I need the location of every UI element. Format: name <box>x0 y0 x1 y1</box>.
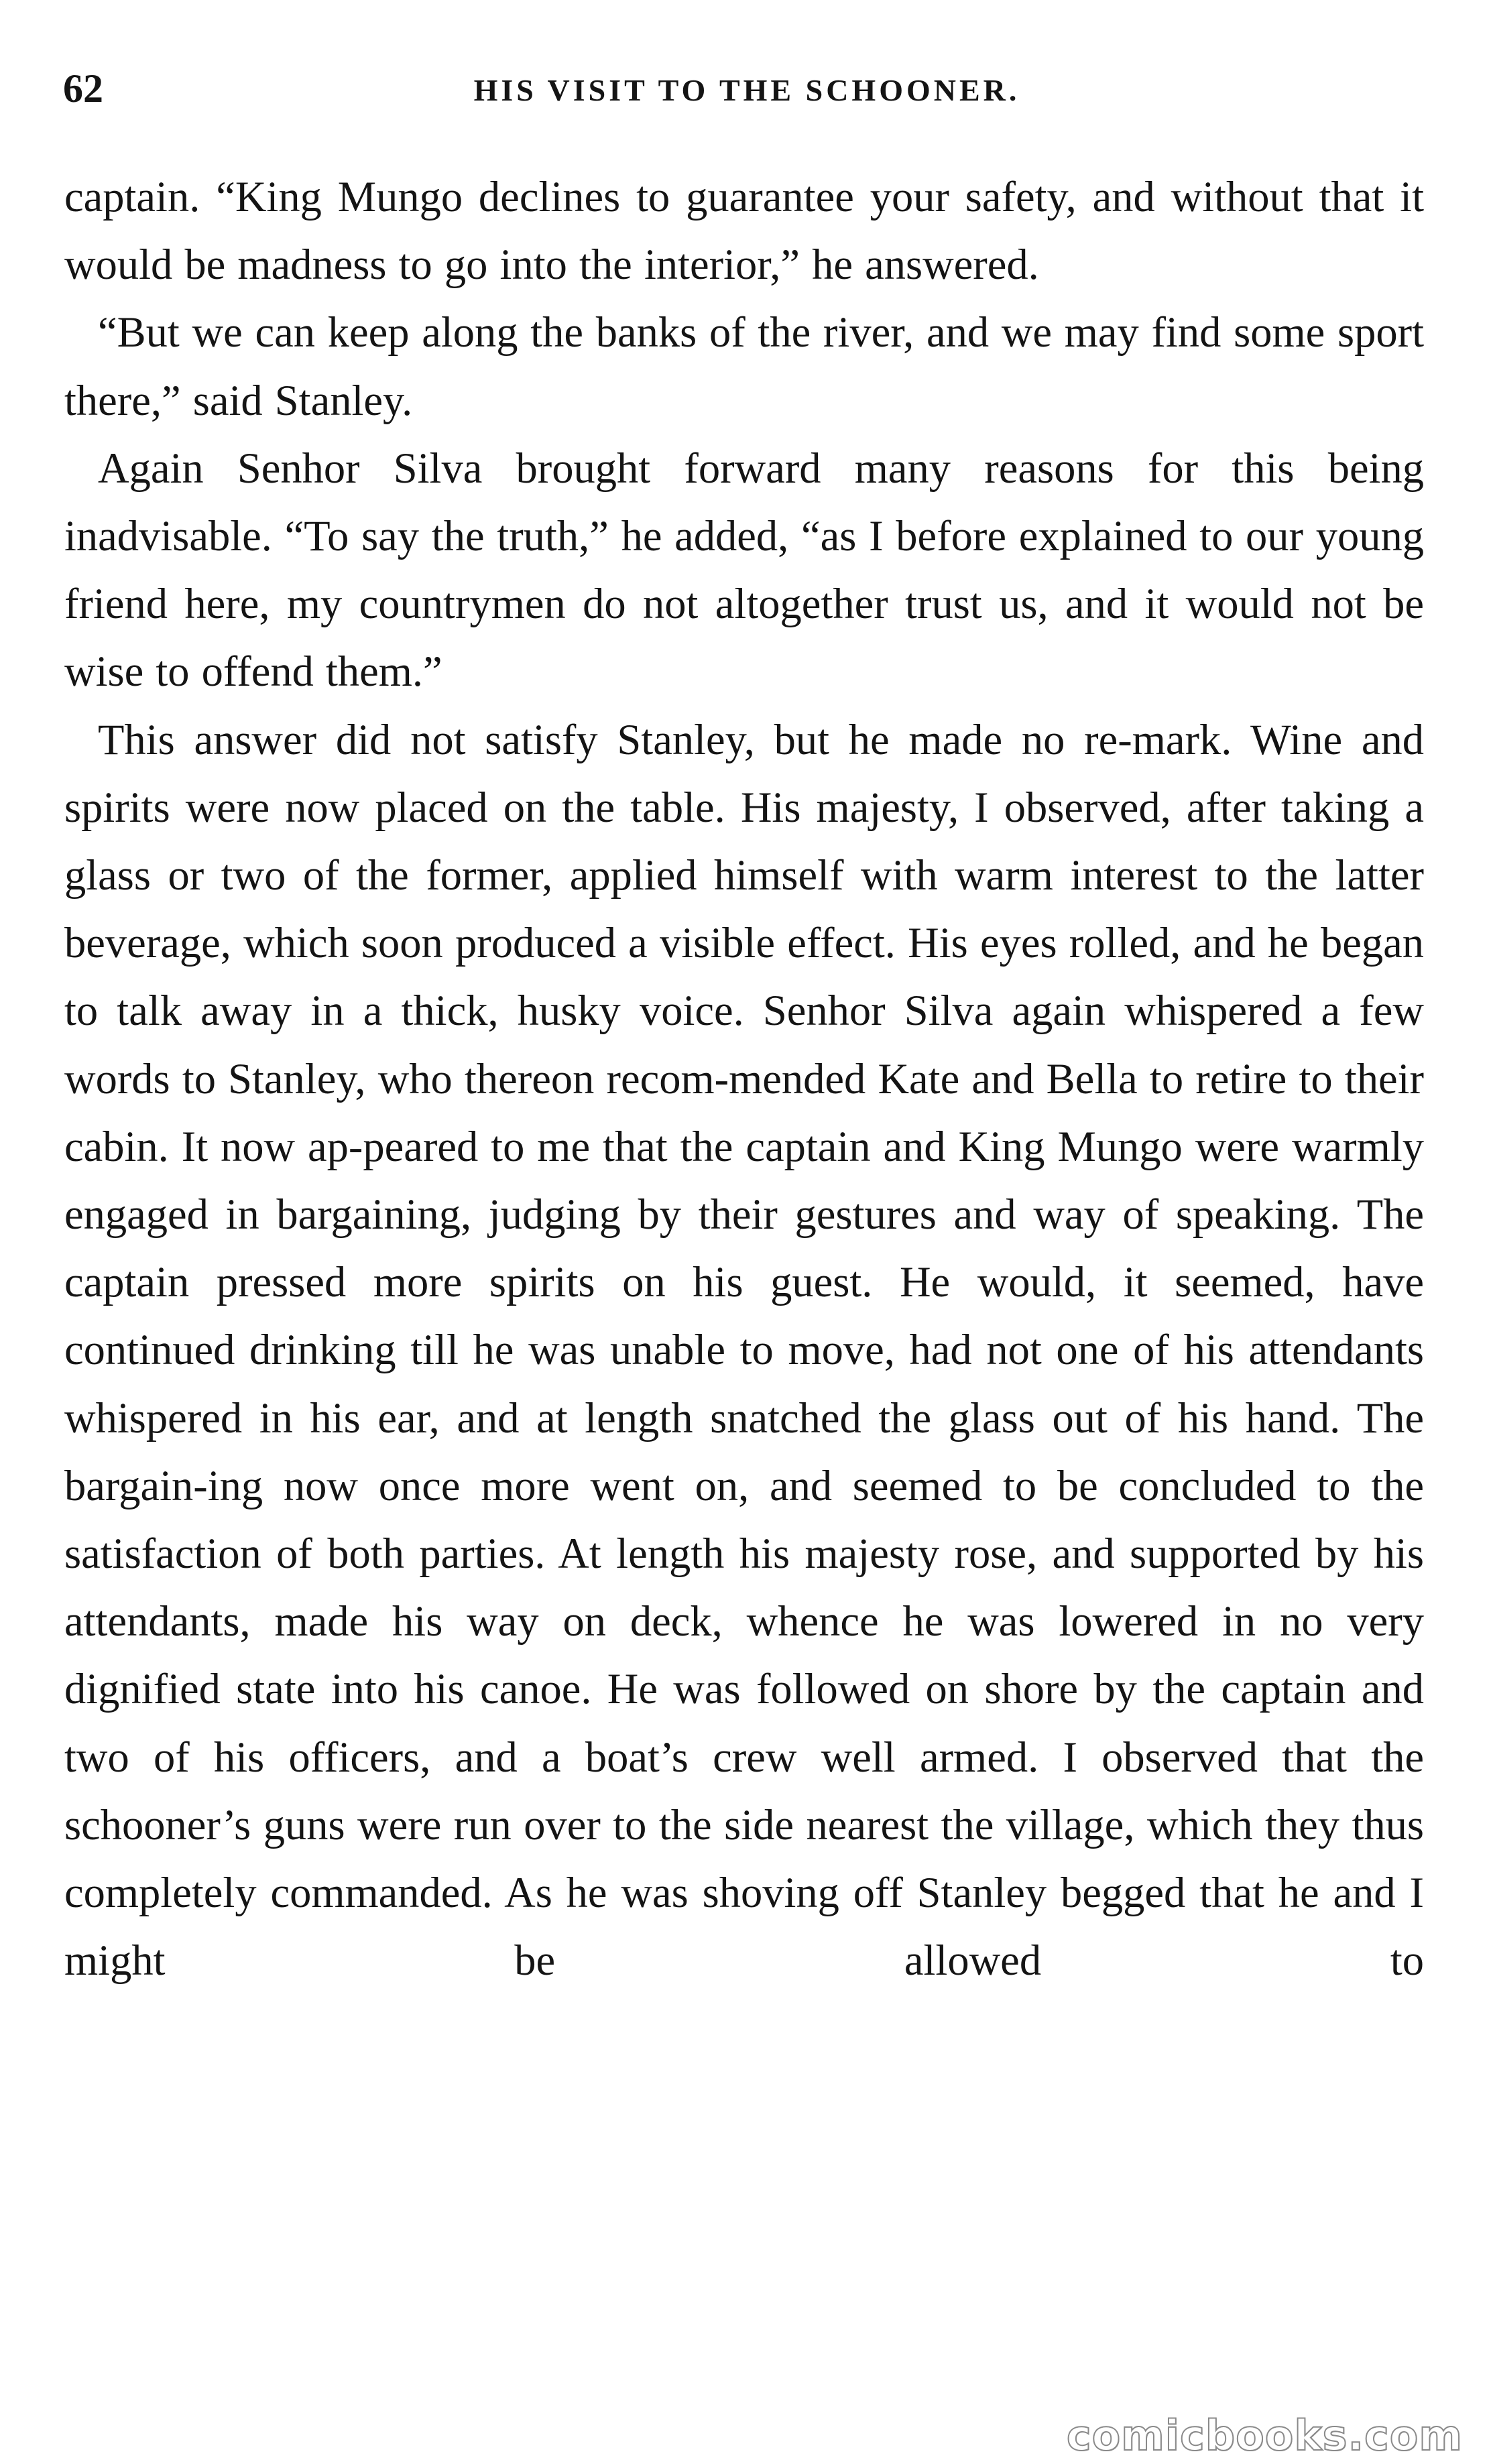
paragraph-4: This answer did not satisfy Stanley, but he made no re-mark. Wine and spirits were now placed on the table. His majesty, I observed, after taking a glass or two of the former, applied himself with warm interest to the latter beverage, which soon produced a visible effect. His eyes rolled, and he began to talk away in a thick, husky voice. Senhor Silva again whispered a few words to Stanley, who thereon recom-mended Kate and Bella to retire to their cabin. It now ap-peared to me that the captain and King Mungo were warmly engaged in bargaining, judging by their gestures and way of speaking. The captain pressed more spirits on his guest. He would, it seemed, have continued drinking till he was unable to move, had not one of his attendants whispered in his ear, and at length snatched the glass out of his hand. The bargain-ing now once more went on, and seemed to be concluded to the satisfaction of both parties. At length his majesty rose, and supported by his attendants, made his way on deck, whence he was lowered in no very dignified state into his canoe. He was followed on shore by the captain and two of his officers, and a boat’s crew well armed. I observed that the schooner’s guns were run over to the side nearest the village, which they thus completely commanded. As he was shoving off Stanley begged that he and I might be allowed to <box>64 715 1424 1985</box>
body-text <box>64 163 1424 1994</box>
paragraph-3: Again Senhor Silva brought forward many reasons for this being inadvisable. “To say the truth,” he added, “as I before explained to our young friend here, my countrymen do not altogether trust us, and it would not be wise to offend them.” <box>64 444 1424 696</box>
page-number: 62 <box>63 66 103 111</box>
paragraph-2: “But we can keep along the banks of the river, and we may find some sport there,” said Stanley. <box>64 308 1424 424</box>
running-head <box>63 62 1431 115</box>
paragraph-1: captain. “King Mungo declines to guarantee your safety, and without that it would be madness to go into the interior,” he answered. <box>64 173 1424 289</box>
watermark-logo: comicbooks.com <box>1066 2411 1463 2460</box>
chapter-running-title: HIS VISIT TO THE SCHOONER. <box>473 73 1020 107</box>
